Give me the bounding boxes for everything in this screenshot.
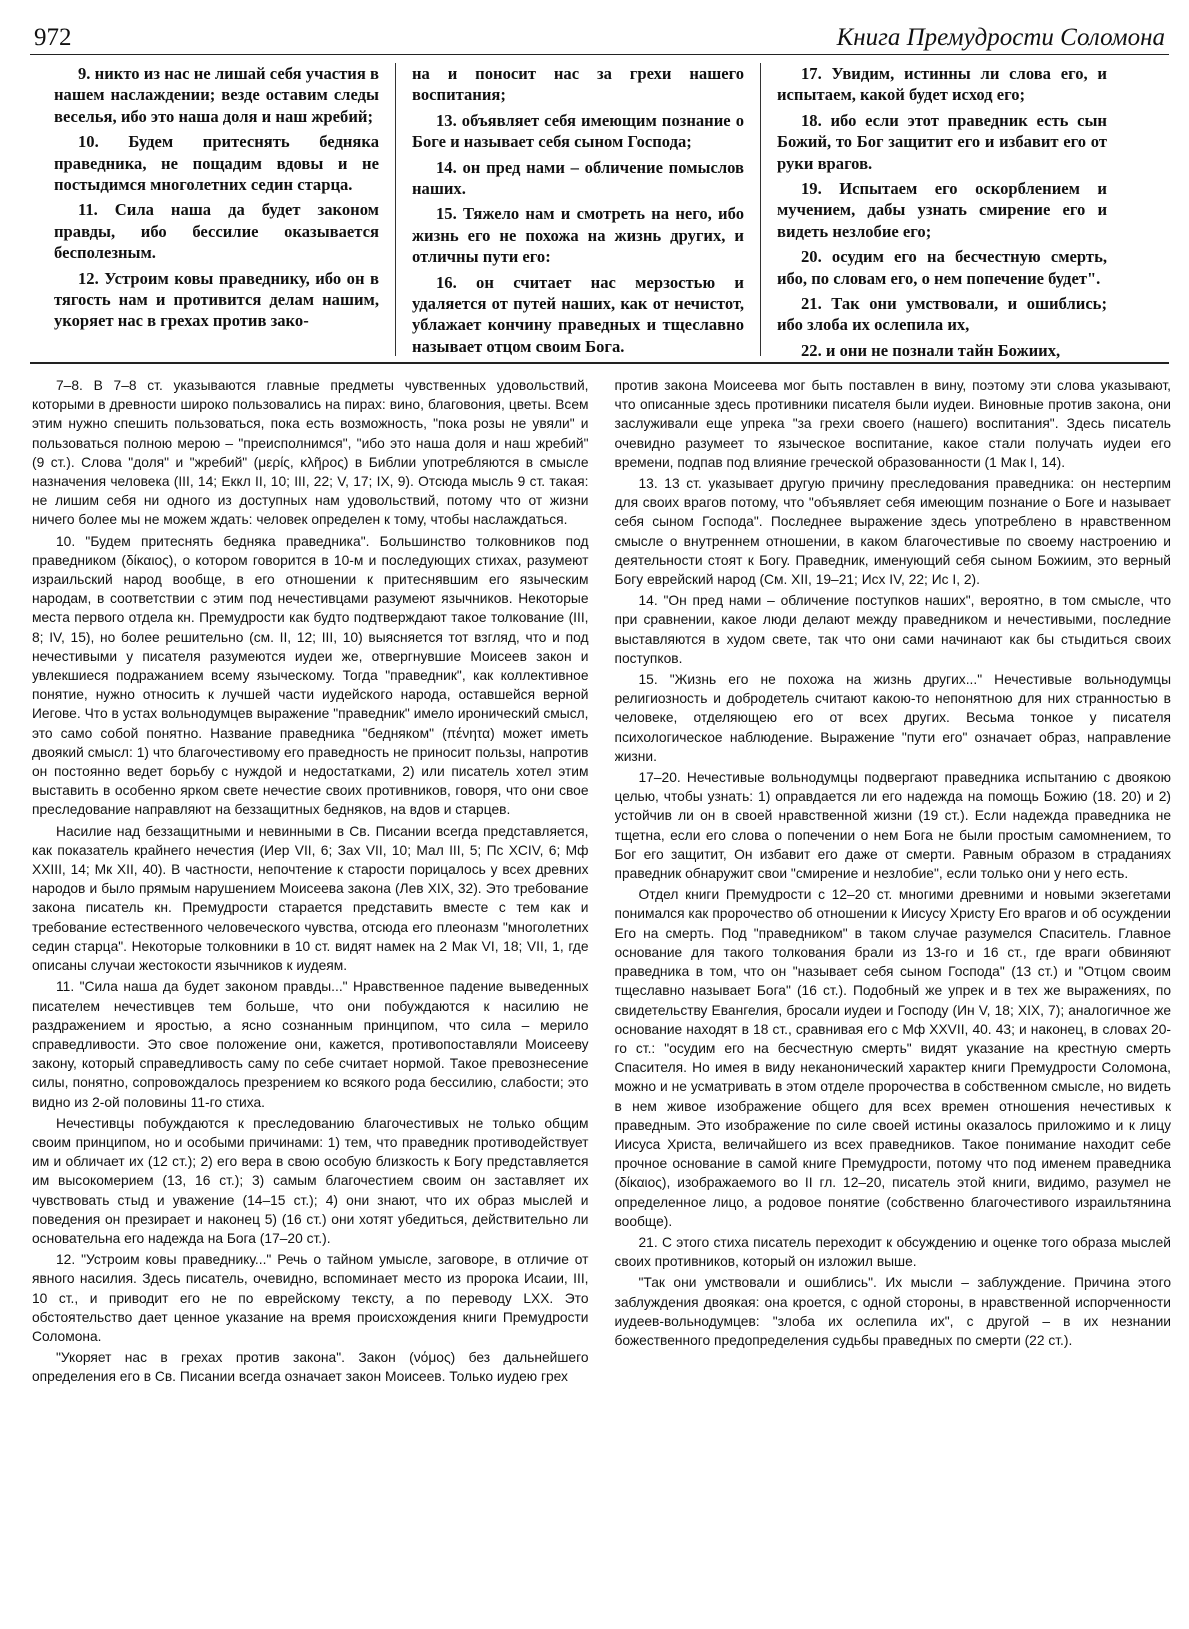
verse-12: 12. Устроим ковы праведнику, ибо он в тягость нам и противится делам нашим, укоряет нас в грехах против зако- [54,268,379,331]
running-title: Книга Премудрости Соломона [836,24,1165,51]
commentary [32,376,1171,1626]
verse-18: 18. ибо если этот праведник есть сын Божий, то Бог защитит его и избавит его от руки врагов. [777,110,1107,173]
verse-22: 22. и они не познали тайн Божиих, [801,340,1061,360]
verse-21: 21. Так они умствовали, и ошиблись; ибо злоба их ослепила их, [777,294,1107,335]
commentary-paragraph: 7–8. В 7–8 ст. указываются главные предметы чувственных удовольствий, которыми в древности широко пользовались на пирах: вино, благовония, цветы. Всем этим нужно спешить пользоваться, пока есть возможность, "пока розы не увяли" и пользоваться полною мерою – "преисполнимся", "ибо это наша доля и наш жребий" (9 ст.). Слова "доля" и "жребий" (μερίς, κλῆρος) в Библии употребляются в смысле назначения человека (III, 14; Еккл II, 10; III, 22; V, 17; IX, 9). Отсюда мысль 9 ст. такая: не лишим себя ни одного из доступных нам удовольствий, потому что от жизни ничего более мы не можем ждать: человек определен к тому, чтобы наслаждаться. [32,378,589,528]
verse-10: 10. Будем притеснять бедняка праведника, не пощадим вдовы и не постыдимся многолетних седин старца. [54,132,379,195]
commentary-column-left [32,376,589,1626]
commentary-paragraph: 11. "Сила наша да будет законом правды..." Нравственное падение выведенных писателем нечестивцев тем больше, что они побуждаются к насилию не раздражением и яростью, а ясно сознанным принципом, что сила – мерило справедливости. Это свое положение они, кажется, противопоставляли Моисееву закону, который справедливость саму по себе считает нормой. Такое превознесение силы, понятно, сопровождалось презрением ко всякого рода бессилию, слабости; это видно из 2-ой половины 11-го стиха. [32,979,589,1110]
verse-column-3 [777,63,1107,360]
commentary-paragraph: Нечестивцы побуждаются к преследованию благочестивых не только общим своим принципом, но и особыми причинами: 1) тем, что праведник противодействует им и обличает их (12 ст.); 2) его вера в свою особую близкость к Богу представляется им высокомерием (13, 16 ст.); 3) самым благочестием своим он заставляет их чувствовать стыд и уважение (14–15 ст.); 4) они знают, что их образ мыслей и поведения он презирает и наконец 5) (16 ст.) они хотят убедиться, действительно ли основательна его надежда на Бога (17–20 ст.). [32,1115,589,1246]
verse-15: 15. Тяжело нам и смотреть на него, ибо жизнь его не похожа на жизнь других, и отличны пути его: [412,204,744,267]
verse-11: 11. Сила наша да будет законом правды, ибо бессилие оказывается бесполезным. [54,200,379,263]
column-divider [395,63,396,356]
verse-17: 17. Увидим, истинны ли слова его, и испытаем, какой будет исход его; [777,64,1107,105]
page-number: 972 [34,24,72,51]
commentary-paragraph: 14. "Он пред нами – обличение поступков наших", вероятно, в том смысле, что при сравнении, какое люди делают между праведником и нечестивыми, последние выставляются в худом свете, так что они сами начинают как бы стыдиться своих поступков. [614,593,1171,666]
commentary-paragraph: 10. "Будем притеснять бедняка праведника". Большинство толковников под праведником (δίκαιος), о котором говорится в 10-м и последующих стихах, разумеют израильский народ вообще, в его отношении к притеснявшим его языческим народам, в соответствии с этим под нечестивцами разумеют язычников. Некоторые места первого отдела кн. Премудрости как будто подтверждают такое толкование (III, 8; IV, 15), но более решительно (см. II, 12; III, 10) выясняется тот взгляд, что и под нечестивыми у писателя разумеются иудеи же, отвергнувшие Моисеев закон и увлекшиеся подражанием всему языческому. Тогда "праведник", как коллективное понятие, нужно относить к лучшей части иудейского народа, оставшейся верной Иегове. Что в устах вольнодумцев выражение "праведник" имело иронический смысл, это само собой понятно. Название праведника "бедняком" (πένητα) может иметь двоякий смысл: 1) что благочестивому его праведность не приносит пользы, напротив он постоянно ведет борьбу с нуждой и недостатками, 2) или писатель хотел этим выставить в особенно ярком свете нечестие своих противников, говоря, что они свое преследование направляют на беззащитных бедняков, на вдов и старцев. [32,533,589,818]
commentary-paragraph: 12. "Устроим ковы праведнику..." Речь о тайном умысле, заговоре, в отличие от явного насилия. Здесь писатель, очевидно, вспоминает место из пророка Исаии, III, 10 ст., и приводит его не по еврейскому тексту, а по переводу LXX. Это обстоятельство дает ценное указание на время происхождения книги Премудрости Соломона. [32,1252,589,1344]
commentary-paragraph: 13. 13 ст. указывает другую причину преследования праведника: он нестерпим для своих врагов потому, что "объявляет себя имеющим познание о Боге и называет себя сыном Господа". Последнее выражение здесь употреблено в нравственном смысле о внутреннем отношении, в каком благочестивые по своему настроению и деятельности стоят к Богу. Праведник, именующий себя сыном Божиим, это верный Богу еврейский народ (См. XII, 19–21; Исх IV, 22; Ис I, 2). [614,476,1171,588]
verse-20: 20. осудим его на бесчестную смерть, ибо, по словам его, о нем попечение будет". [777,247,1107,288]
commentary-paragraph: против закона Моисеева мог быть поставлен в вину, поэтому эти слова указывают, что описанные здесь противники писателя были иудеи. Виновные против закона, они заслуживали еще упрека "за грехи своего (нашего) воспитания". Здесь писатель очевидно разумеет то языческое воспитание, какое стали получать иудеи его времени, подпав под влияние греческой образованности (1 Мак I, 14). [614,378,1171,470]
commentary-paragraph: "Так они умствовали и ошиблись". Их мысли – заблуждение. Причина этого заблуждения двоякая: она кроется, с одной стороны, в нравственной испорченности иудеев-вольнодумцев: "злоба их ослепила их", с другой – в их незнании божественного предопределения судьбы праведных по смерти (22 ст.). [614,1275,1171,1348]
verse-column-1 [54,63,379,356]
verse-19: 19. Испытаем его оскорблением и мучением, дабы узнать смирение его и видеть незлобие его; [777,179,1107,241]
verse-16: 16. он считает нас мерзостью и удаляется от путей наших, как от нечистот, ублажает кончину праведных и тщеславно называет отцом своим Бога. [412,272,744,356]
commentary-paragraph: "Укоряет нас в грехах против закона". Закон (νόμος) без дальнейшего определения его в Св. Писании всегда означает закон Моисеев. Только иудею грех [32,1350,589,1385]
commentary-paragraph: Насилие над беззащитными и невинными в Св. Писании всегда представляется, как показатель крайнего нечестия (Иер VII, 6; Зах VII, 10; Мал III, 5; Пс XCIV, 6; Мф XXIII, 14; Мк XII, 40). В частности, непочтение к старости порицалось у всех древних народов и было прямым нарушением Моисеева закона (Лев XIX, 32). Это требование закона писатель кн. Премудрости старается представить вместе с тем как и требование естественного человеческого чувства, отсюда его плеоназм "многолетних седин старца". Некоторые толковники в 10 ст. видят намек на 2 Мак VI, 18; VII, 1, где описаны случаи жестокости язычников к иудеям. [32,823,589,974]
commentary-paragraph: 21. С этого стиха писатель переходит к обсуждению и оценке того образа мыслей своих противников, который он изложил выше. [614,1234,1171,1270]
section-divider [30,362,1169,364]
commentary-column-right [615,376,1172,1626]
verse-13: 13. объявляет себя имеющим познание о Боге и называет себя сыном Господа; [412,110,744,152]
column-divider [760,63,761,356]
page-header [30,20,1169,55]
verse-9: 9. никто из нас не лишай себя участия в нашем наслаждении; везде оставим следы веселья, ибо это наша доля и наш жребий; [54,64,379,126]
verse-column-2 [412,63,744,356]
commentary-paragraph: 17–20. Нечестивые вольнодумцы подвергают праведника испытанию с двоякою целью, чтобы узнать: 1) оправдается ли его надежда на помощь Божию (18. 20) и 2) устойчив ли он в своей нравственной жизни (19 ст.). Если надежда праведника не тщетна, если его слова о попечении о нем Бога не были простым самомнением, то Бог его защитит, Он избавит его даже от смерти. Равным образом в страданиях праведник обнаружит свои "смирение и незлобие", если только они у него есть. [614,770,1171,882]
commentary-paragraph: 15. "Жизнь его не похожа на жизнь других..." Нечестивые вольнодумцы религиозность и добродетель считают какою-то непонятною для них странностью в человеке, отделяющею его от всех других. Весьма тонкое у писателя психологическое наблюдение. Выражение "пути его" означает образ, направление жизни. [614,672,1171,764]
verse-14: 14. он пред нами – обличение помыслов наших. [412,157,744,199]
commentary-paragraph: Отдел книги Премудрости с 12–20 ст. многими древними и новыми экзегетами понимался как пророчество об отношении к Иисусу Христу Его врагов и об осуждении Его на смерть. Под "праведником" в таком случае разумелся Спаситель. Главное основание для такого толкования брали из 13-го и 16 ст., где враги обвиняют праведника в том, что он "называет себя сыном Господа" (13 ст.) и "Отцом своим тщеславно называет Бога" (16 ст.). Подобный же упрек и в тех же выражениях, по свидетельству Евангелия, бросали иудеи и Господу (Ин V, 18; XIX, 7); аналогичное же основание находят в 18 ст., сравнивая его с Мф XXVII, 40. 43; и наконец, в словах 20-го ст.: "осудим его на бесчестную смерть" видят указание на крестную смерть Спасителя. Но имея в виду неканонический характер книги Премудрости Соломона, можно и не усматривать в этом отделе пророчества в собственном смысле, но видеть в нем живое изображение общего для всех времен отношения нечестивых к праведным. Это изображение по силе своей истины оказалось приложимо и к лицу Иисуса Христа, величайшего из всех праведников. Такое понимание находит себе прочное основание в самой книге Премудрости, потому что под именем праведника (δίκαιος), изображаемого во II гл. 12–20, писатель этой книги, видимо, разумел не определенное лицо, а родовое понятие (собственно благочестивого израильтянина вообще). [614,887,1171,1229]
bible-verses [54,63,1169,360]
verse-12-continued: на и поносит нас за грехи нашего воспитания; [412,64,744,105]
